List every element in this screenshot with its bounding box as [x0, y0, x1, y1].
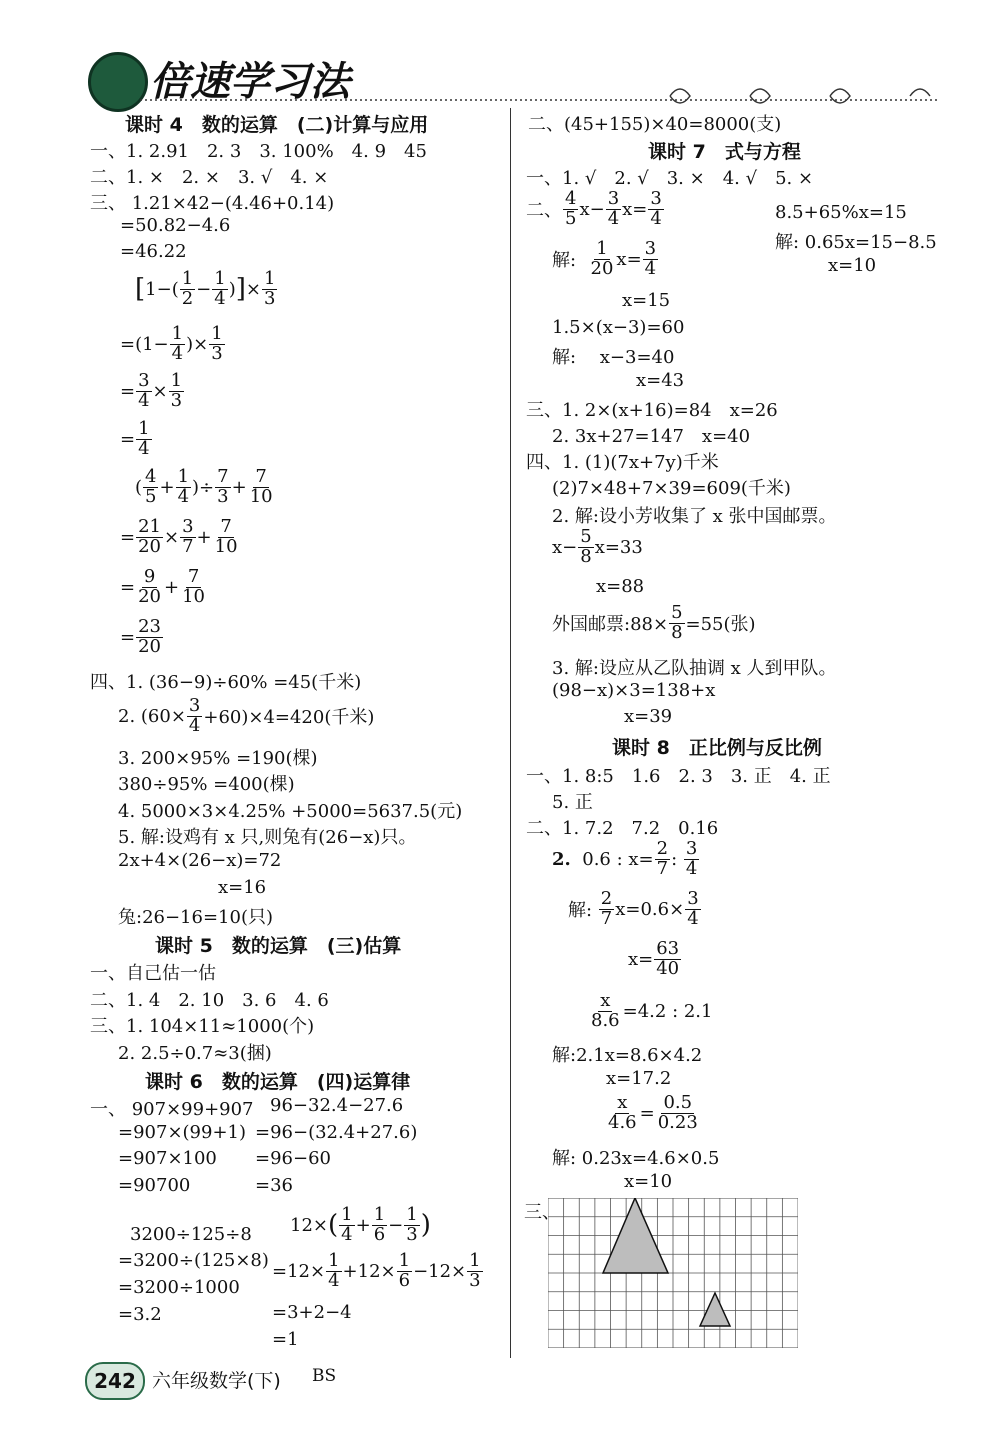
l4-q4-2: 2. (60× $\frac{3}{4}$ +60)×4=420(千米)	[118, 695, 375, 736]
l7-q4c: 2. 解:设小芳收集了 x 张中国邮票。	[552, 506, 837, 527]
l7-q1: 一、1. √ 2. √ 3. × 4. √ 5. ×	[526, 168, 814, 189]
l7-q4d: x=88	[596, 576, 645, 597]
l4-q3-line: =46.22	[120, 241, 187, 262]
l4-q4-3b: 380÷95% =400(棵)	[118, 774, 295, 795]
l6-b: =36	[255, 1175, 293, 1196]
l7-eq1-solve: 解: $\frac{1}{20}$ x= $\frac{3}{4}$	[552, 238, 657, 279]
logo-title: 倍速学习法	[150, 59, 350, 105]
l7-q4-foreign: 外国邮票:88× $\frac{5}{8}$ =55(张)	[552, 602, 756, 643]
l6-d-expr: 12× ( $\frac{1}{4}$ + $\frac{1}{6}$ − $\frac{1}{3}$ )	[290, 1204, 431, 1245]
l4-q2: 二、1. × 2. × 3. √ 4. ×	[90, 167, 329, 188]
l4-q4-5c: x=16	[218, 877, 267, 898]
l7-q4h: (98−x)×3=138+x	[552, 680, 716, 701]
l4-q4-5a: 5. 解:设鸡有 x 只,则兔有(26−x)只。	[118, 827, 417, 848]
l4-q4-2-part: 2. (60×	[118, 705, 186, 727]
header-decoration	[140, 86, 950, 106]
l4-q4-1: 四、1. (36−9)÷60% =45(千米)	[90, 672, 362, 693]
l7-q4-foreign-part: =55(张)	[685, 614, 756, 636]
l6-a: =907×100	[118, 1148, 217, 1169]
l8-q2-result-label: x=	[628, 948, 654, 970]
l7-eq1: 二、 $\frac{4}{5}$ x− $\frac{3}{4}$ x= $\frac{3}{4}$	[526, 188, 662, 229]
l6-a: =907×(99+1)	[118, 1122, 247, 1143]
l4-expr-block: = $\frac{9}{20}$ + $\frac{7}{10}$	[120, 566, 205, 607]
l8-q2-ratio2: $\frac{x}{8.6}$ =4.2 : 2.1	[591, 990, 713, 1031]
l4-q4-5b: 2x+4×(26−x)=72	[118, 850, 282, 871]
l8-q2-result: x= $\frac{63}{40}$	[628, 938, 680, 979]
lesson6-title: 课时 6 数的运算 (四)运算律	[145, 1071, 411, 1093]
l4-expr-block: ( $\frac{4}{5}$ + $\frac{1}{4}$ )÷ $\frac{7}{3}$ + $\frac{7}{10}$	[135, 466, 273, 507]
l7-q4g: 3. 解:设应从乙队抽调 x 人到甲队。	[552, 658, 837, 679]
l8-q2-ratio3: $\frac{x}{4.6}$ = $\frac{0.5}{0.23}$	[608, 1092, 698, 1133]
l4-expr-block: = $\frac{3}{4}$ × $\frac{1}{3}$	[120, 370, 183, 411]
column-divider	[510, 108, 511, 1358]
logo-emblem	[88, 52, 148, 112]
lesson4-title: 课时 4 数的运算 (二)计算与应用	[125, 114, 429, 136]
triangle-grid-figure	[548, 1198, 798, 1348]
l4-q4-5d: 兔:26−16=10(只)	[118, 907, 273, 928]
l5-q2: 二、1. 4 2. 10 3. 6 4. 6	[90, 990, 329, 1011]
l6-d-expr: =12× $\frac{1}{4}$ +12× $\frac{1}{6}$ −12× $\frac{1}{3}$	[272, 1250, 481, 1291]
l8-q1a: 一、1. 8:5 1.6 2. 3 3. 正 4. 正	[526, 766, 831, 787]
l6-c: =3200÷1000	[118, 1277, 240, 1298]
lesson5-title: 课时 5 数的运算 (三)估算	[155, 935, 402, 957]
l5-q1: 一、自己估一估	[90, 963, 216, 984]
l4-q4-2-part: +60)×4=420(千米)	[203, 707, 375, 729]
l4-expr-block: [ 1−( $\frac{1}{2}$ − $\frac{1}{4}$ ) ] × $\frac{1}{3}$	[135, 268, 276, 309]
l7-eq3: x=43	[636, 370, 685, 391]
l8-e2c: x=17.2	[606, 1068, 672, 1089]
l8-q1b: 5. 正	[552, 792, 593, 813]
l7-eq2: 8.5+65%x=15	[775, 202, 907, 223]
l6-b: =96−60	[255, 1148, 331, 1169]
l8-q2-solve: 解: $\frac{2}{7}$ x=0.6× $\frac{3}{4}$	[568, 888, 699, 929]
l4-q3-line: =50.82−4.6	[120, 215, 231, 236]
l7-q4a: 四、1. (1)(7x+7y)千米	[526, 452, 719, 473]
l8-q3: 三、	[524, 1202, 560, 1223]
lesson7-title: 课时 7 式与方程	[648, 141, 801, 163]
l8-q2a: 二、1. 7.2 7.2 0.16	[526, 818, 719, 839]
page-number: 242	[85, 1362, 145, 1400]
l4-q4-4: 4. 5000×3×4.25% +5000=5637.5(元)	[118, 801, 463, 822]
l7-q4-foreign-part: 外国邮票:88×	[552, 614, 669, 636]
l8-e2b: 解:2.1x=8.6×4.2	[552, 1045, 703, 1066]
l5-q3b: 2. 2.5÷0.7≈3(捆)	[118, 1043, 272, 1064]
l7-q3b: 2. 3x+27=147 x=40	[552, 426, 751, 447]
l6-d: =3+2−4	[272, 1302, 352, 1323]
l4-expr-block: = $\frac{1}{4}$	[120, 418, 150, 459]
l8-e3b: 解: 0.23x=4.6×0.5	[552, 1148, 720, 1169]
l4-q1: 一、1. 2.91 2. 3 3. 100% 4. 9 45	[90, 141, 427, 162]
lesson8-title: 课时 8 正比例与反比例	[612, 737, 822, 759]
l7-eq1-result: x=15	[622, 290, 671, 311]
l7-q3a: 三、1. 2×(x+16)=84 x=26	[526, 400, 778, 421]
l6-a: 一、 907×99+907	[90, 1099, 254, 1120]
l4-q4-3a: 3. 200×95% =190(棵)	[118, 748, 318, 769]
l4-expr-block: = $\frac{21}{20}$ × $\frac{3}{7}$ + $\frac{7}{10}$	[120, 516, 238, 557]
book-title: 六年级数学(下)	[152, 1370, 281, 1392]
l6-b: 96−32.4−27.6	[270, 1095, 404, 1116]
l7-eq2: x=10	[828, 255, 877, 276]
l7-q4b: (2)7×48+7×39=609(千米)	[552, 478, 791, 499]
l7-q4-eq: x− $\frac{5}{8}$ x=33	[552, 526, 643, 567]
r-q2: 二、(45+155)×40=8000(支)	[528, 114, 782, 135]
l4-expr-block: =(1− $\frac{1}{4}$ )× $\frac{1}{3}$	[120, 323, 223, 364]
l6-b: =96−(32.4+27.6)	[255, 1122, 418, 1143]
l5-q3a: 三、1. 104×11≈1000(个)	[90, 1016, 315, 1037]
l7-eq3: 解: x−3=40	[552, 347, 675, 368]
l8-q2-ratio: 2. 0.6 : x= $\frac{2}{7}$ : $\frac{3}{4}$	[552, 838, 698, 879]
l7-eq3: 1.5×(x−3)=60	[552, 317, 685, 338]
l6-c: 3200÷125÷8	[130, 1224, 252, 1245]
l4-q3-line: 三、 1.21×42−(4.46+0.14)	[90, 193, 335, 214]
l6-c: =3200÷(125×8)	[118, 1250, 269, 1271]
l7-q4i: x=39	[624, 706, 673, 727]
l7-eq2: 解: 0.65x=15−8.5	[775, 232, 937, 253]
l6-a: =90700	[118, 1175, 191, 1196]
l4-expr-block: = $\frac{23}{20}$	[120, 616, 161, 657]
l6-c: =3.2	[118, 1304, 162, 1325]
edition-label: BS	[312, 1366, 337, 1386]
l6-d: =1	[272, 1329, 299, 1350]
l8-e3c: x=10	[624, 1171, 673, 1192]
